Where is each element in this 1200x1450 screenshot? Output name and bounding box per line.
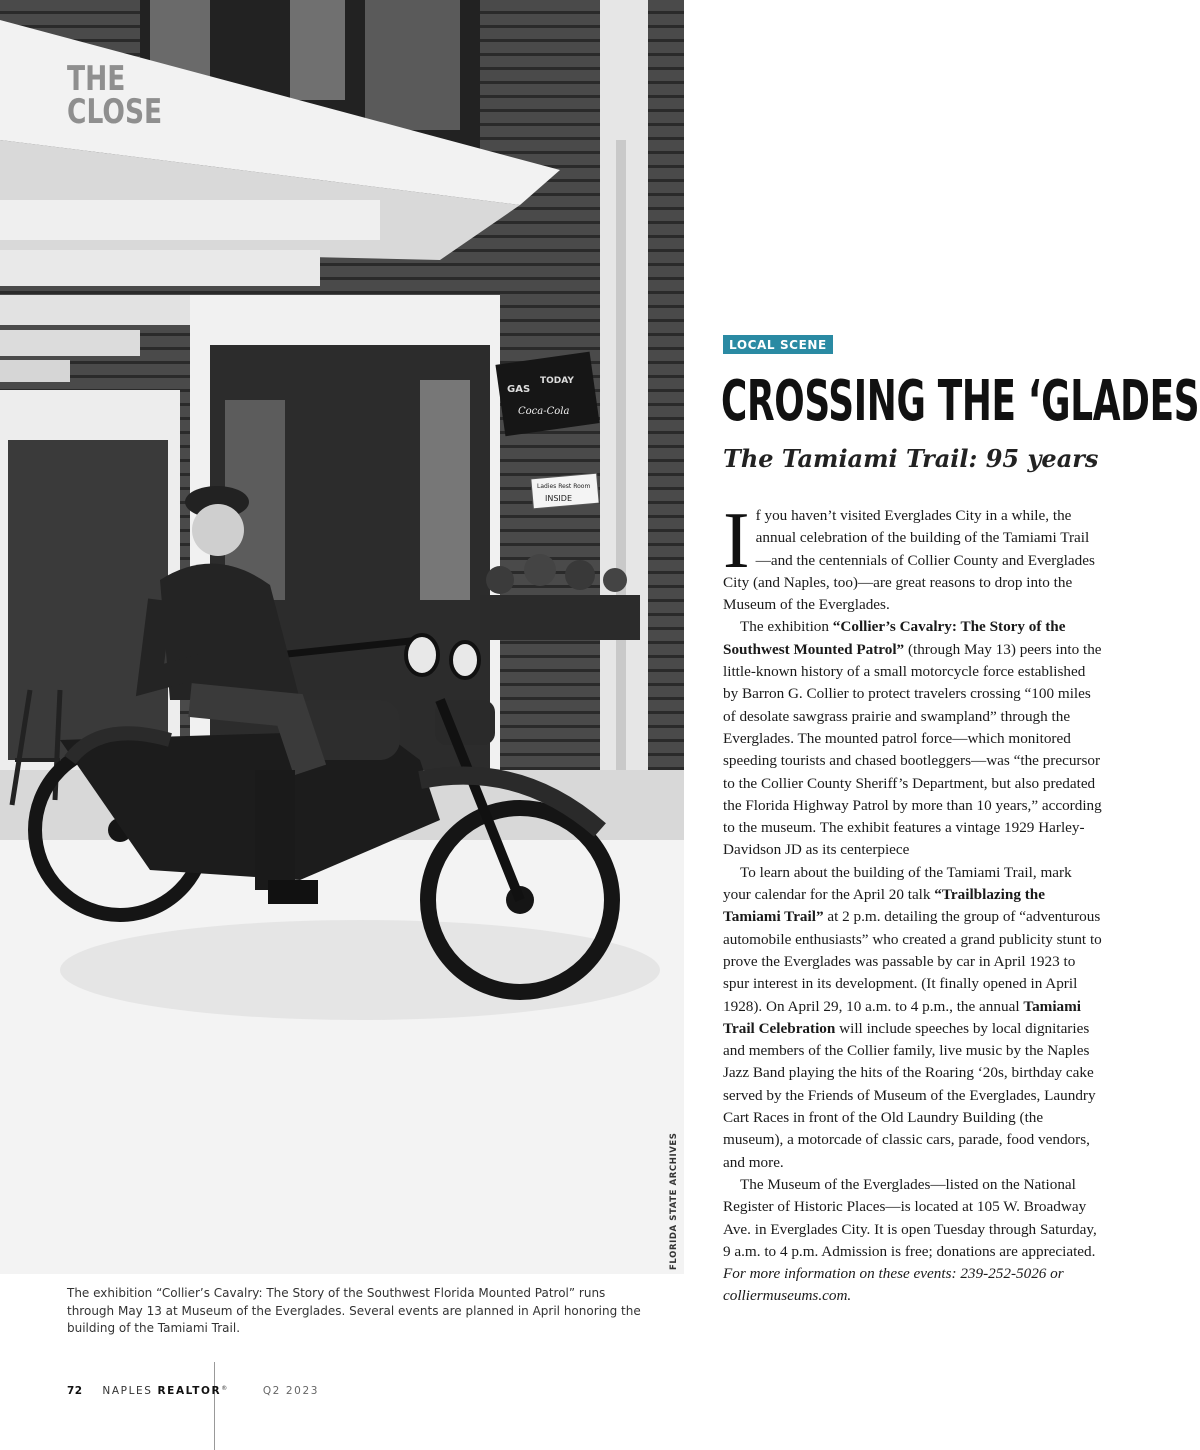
section-tag-line2: CLOSE	[67, 92, 163, 132]
sign-restroom-line2: INSIDE	[545, 494, 572, 503]
sign-gas-text: GAS	[507, 384, 531, 395]
paragraph-4-text: The Museum of the Everglades—listed on the National Register of Historic Places—is located at 105 W. Broadway Ave. in Everglades City. It is open Tuesday through Saturday, 9 a.m. to 4 p.m. Admission is free; donations are appreciated.	[723, 1175, 1097, 1260]
paragraph-4	[723, 1174, 1103, 1308]
talk-title: “Trailblazing the Tamiami Trail”	[723, 886, 1045, 926]
footer-divider	[214, 1362, 215, 1450]
drop-cap: I	[723, 497, 750, 585]
photo-credit: FLORIDA STATE ARCHIVES	[669, 1132, 679, 1270]
article-headline: CROSSING THE ‘GLADES	[721, 369, 1200, 434]
section-tag	[67, 59, 163, 132]
paragraph-3-middle: at 2 p.m. detailing the group of “adventurous automobile enthusiasts” who created a grand publicity stunt to prove the Everglades was passable by car in April 1923 to spur interest in its development. (It finally opened in April 1928). On April 29, 10 a.m. to 4 p.m., the annual	[723, 908, 1102, 1015]
section-kicker: LOCAL SCENE	[723, 335, 833, 354]
contact-info: For more information on these events: 239-252-5026 or colliermuseums.com.	[723, 1265, 1064, 1305]
publication-prefix: NAPLES	[102, 1385, 158, 1397]
exhibition-title: “Collier’s Cavalry: The Story of the Southwest Mounted Patrol”	[723, 618, 1066, 658]
registered-mark: ®	[221, 1385, 229, 1392]
article-dek: The Tamiami Trail: 95 years	[723, 444, 1099, 473]
sign-today-text: TODAY	[540, 376, 574, 386]
page-footer	[67, 1385, 319, 1401]
section-tag-line1: THE	[67, 59, 126, 99]
issue-label: Q2 2023	[262, 1385, 320, 1397]
article-body	[723, 497, 1103, 1308]
paragraph-2-lead: The exhibition	[740, 618, 833, 636]
photo-caption: The exhibition “Collier’s Cavalry: The Story of the Southwest Florida Mounted Patrol” runs through May 13 at Museum of the Everglades. Several events are planned in April honoring the building of the Tamiami Trail.	[67, 1286, 641, 1335]
sign-brand-text: Coca-Cola	[518, 406, 570, 417]
publication-brand: REALTOR	[157, 1385, 222, 1397]
paragraph-3-lead: To learn about the building of the Tamiami Trail, mark your calendar for the April 20 talk	[723, 863, 1072, 904]
paragraph-2-text: (through May 13) peers into the little-known history of a small motorcycle force established by Barron G. Collier to protect travelers crossing “100 miles of desolate sawgrass prairie and swampland” through the Everglades. The mounted patrol force—which monitored speeding tourists and chased bootleggers—was “the precursor to the Collier County Sheriff’s Department, but also predated the Florida Highway Patrol by more than 10 years,” according to the museum. The exhibit features a vintage 1929 Harley-Davidson JD as its centerpiece	[723, 640, 1102, 859]
page-number: 72	[67, 1385, 83, 1397]
paragraph-1	[723, 497, 1103, 616]
celebration-title: Tamiami Trail Celebration	[723, 997, 1082, 1037]
paragraph-1-text: f you haven’t visited Everglades City in a while, the annual celebration of the building of the Tamiami Trail—and the centennials of Collier County and Everglades City (and Naples, too)—are great reasons to drop into the Museum of the Everglades.	[723, 507, 1095, 614]
paragraph-3-text: will include speeches by local dignitaries and members of the Collier family, live music by the Naples Jazz Band playing the hits of the Roaring ‘20s, birthday cake served by the Friends of Museum of the Everglades, Laundry Cart Races in front of the Old Laundry Building (the museum), a motorcade of classic cars, parade, food vendors, and more.	[723, 1019, 1096, 1171]
sign-restroom-line1: Ladies Rest Room	[537, 483, 591, 490]
paragraph-2	[723, 616, 1103, 861]
paragraph-3	[723, 862, 1103, 1174]
